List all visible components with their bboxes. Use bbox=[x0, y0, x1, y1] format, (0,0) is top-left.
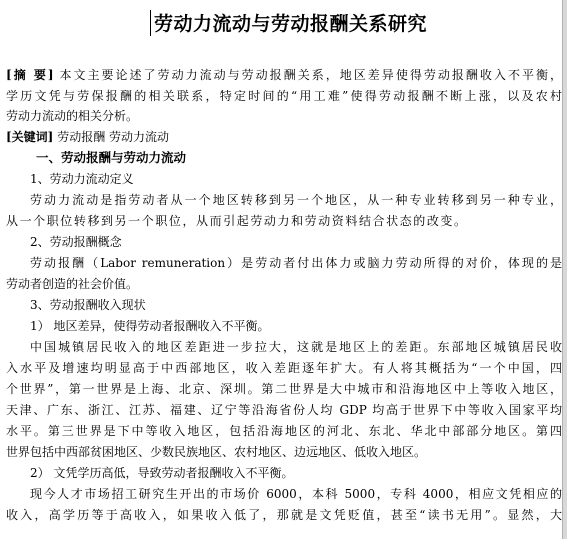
paragraph-line: 水平。第三世界是下中等收入地区，包括沿海地区的河北、东北、华北中部部分地区。第四 bbox=[6, 424, 562, 438]
abstract-label: [摘 要] bbox=[6, 68, 54, 82]
keywords-line bbox=[6, 128, 562, 146]
paragraph-line: 从一个职位转移到另一个职位，从而引起劳动力和劳动资料结合状态的改变。 bbox=[6, 214, 466, 228]
subheading-3: 3、劳动报酬收入现状 bbox=[30, 298, 146, 312]
subheading-1: 1、劳动力流动定义 bbox=[30, 172, 134, 186]
keywords-text: 劳动报酬 劳动力流动 bbox=[57, 130, 170, 144]
paragraph-line: 中国城镇居民收入的地区差距进一步拉大，这就是地区上的差距。东部地区城镇居民收 bbox=[30, 340, 562, 354]
abstract-line-2: 学历文凭与劳保报酬的相关联系，特定时间的“用工难”使得劳动报酬不断上涨，以及农村 bbox=[6, 89, 562, 103]
paragraph-line: 世界包括中西部贫困地区、少数民族地区、农村地区、边远地区、低收入地区。 bbox=[6, 445, 427, 459]
abstract-line-3: 劳动力流动的相关分析。 bbox=[6, 109, 139, 123]
paragraph-line: 收入，高学历等于高收入，如果收入低了，那就是文凭贬值，甚至“读书无用”。显然，大 bbox=[6, 508, 562, 522]
paragraph-line: 现今人才市场招工研究生开出的市场价 6000，本科 5000，专科 4000，相应文凭相应的 bbox=[30, 487, 562, 501]
point-heading-2: 2） 文凭学历高低，导致劳动者报酬收入不平衡。 bbox=[30, 466, 294, 480]
paragraph-line: 劳动力流动是指劳动者从一个地区转移到另一个地区，从一种专业转移到另一种专业， bbox=[30, 193, 562, 207]
paragraph-line: 入水平及增速均明显高于中西部地区，收入差距逐年扩大。有人将其概括为“一个中国，四 bbox=[6, 361, 562, 375]
paragraph-line: 劳动者创造的社会价值。 bbox=[6, 277, 139, 291]
paragraph-line: 天津、广东、浙江、江苏、福建、辽宁等沿海省份人均 GDP 均高于世界下中等收入国家平均 bbox=[6, 403, 562, 417]
section-heading-1: 一、劳动报酬与劳动力流动 bbox=[36, 150, 187, 165]
point-heading-1: 1） 地区差异，使得劳动者报酬收入不平衡。 bbox=[30, 319, 270, 333]
vertical-scrollbar[interactable] bbox=[562, 0, 567, 539]
abstract-text: 本文主要论述了劳动力流动与劳动报酬关系，地区差异使得劳动报酬收入不平衡， bbox=[59, 68, 562, 82]
subheading-2: 2、劳动报酬概念 bbox=[30, 235, 122, 249]
paragraph-line: 劳动报酬（Labor remuneration）是劳动者付出体力或脑力劳动所得的对价，体现的是 bbox=[30, 256, 562, 270]
paragraph-line: 个世界”，第一世界是上海、北京、深圳。第二世界是大中城市和沿海地区中上等收入地区， bbox=[6, 382, 562, 396]
document-title: 劳动力流动与劳动报酬关系研究 bbox=[154, 13, 428, 35]
keywords-label: [关键词] bbox=[6, 130, 54, 144]
abstract-line-1 bbox=[6, 66, 562, 84]
text-cursor bbox=[150, 10, 151, 36]
